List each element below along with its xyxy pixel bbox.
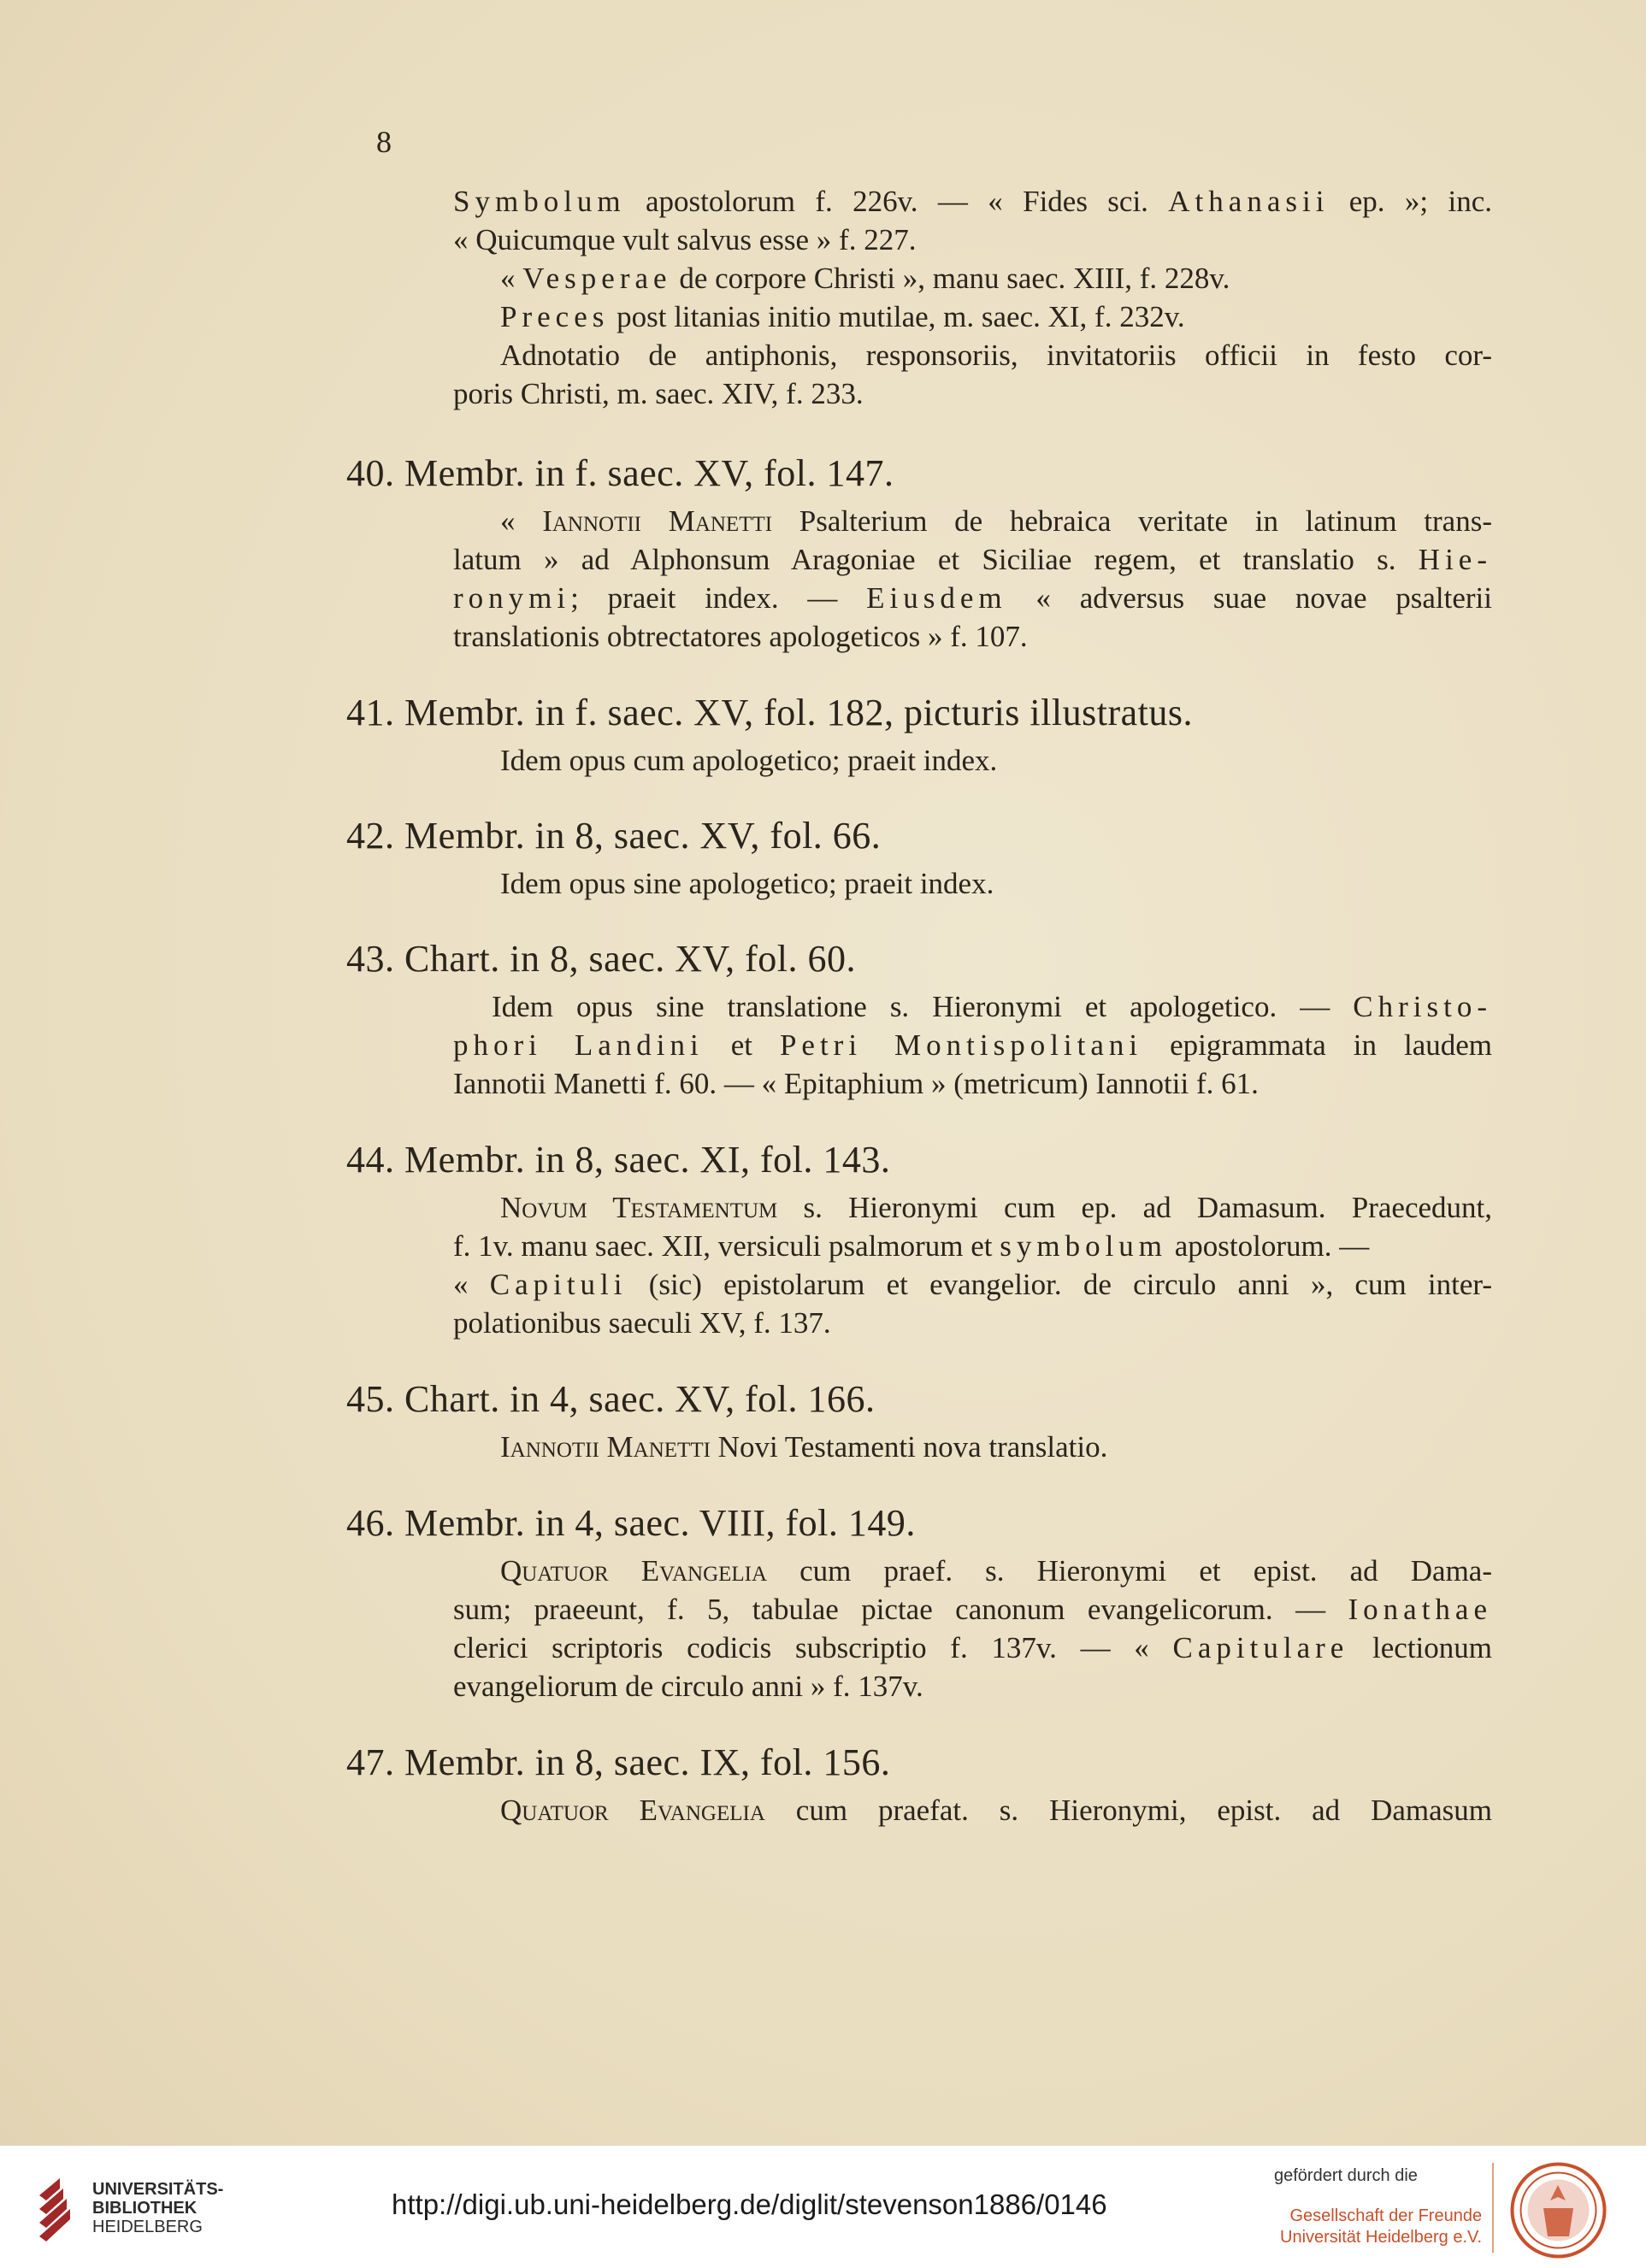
text-segment: lectionum xyxy=(1348,1631,1492,1664)
entry-heading-44: 44. Membr. in 8, saec. XI, fol. 143. xyxy=(346,1139,891,1181)
small-caps-name: Novum Testamentum xyxy=(500,1191,778,1224)
spaced-term: Vesperae xyxy=(522,262,672,295)
text-segment: Psalterium de hebraica veritate in latinum trans- xyxy=(772,504,1492,538)
text-segment: polationibus saeculi XV, f. 137. xyxy=(453,1306,831,1340)
text-line xyxy=(500,501,1492,542)
text-segment: Adnotatio de antiphonis, responsoriis, invitatoriis officii in festo cor- xyxy=(500,339,1492,372)
text-segment: « Quicumque vult salvus esse » f. 227. xyxy=(453,223,917,256)
spaced-term: Christo- xyxy=(1353,990,1492,1023)
text-segment: latum » ad Alphonsum Aragoniae et Siciliae regem, et translatio s. xyxy=(453,543,1419,576)
text-line xyxy=(453,539,1492,580)
ub-logo-line3: HEIDELBERG xyxy=(92,2218,203,2236)
entry-heading-45: 45. Chart. in 4, saec. XV, fol. 166. xyxy=(346,1378,876,1420)
text-segment: evangeliorum de circulo anni » f. 137v. xyxy=(453,1670,923,1703)
spaced-term: symbolum xyxy=(1000,1229,1168,1263)
small-caps-name: Iannotii Manetti xyxy=(500,1430,711,1464)
text-segment: Idem opus sine translatione s. Hieronymi et apologetico. — xyxy=(492,990,1354,1023)
text-segment: Novi Testamenti nova translatio. xyxy=(710,1430,1108,1464)
entry-heading-46: 46. Membr. in 4, saec. VIII, fol. 149. xyxy=(346,1502,916,1544)
text-segment: ep. »; inc. xyxy=(1329,185,1492,218)
text-line xyxy=(453,1666,923,1707)
permalink-url[interactable]: http://digi.ub.uni-heidelberg.de/diglit/stevenson1886/0146 xyxy=(392,2188,1107,2220)
funded-by-label: gefördert durch die xyxy=(1274,2166,1418,2185)
entry-heading-47: 47. Membr. in 8, saec. IX, fol. 156. xyxy=(346,1741,891,1783)
small-caps-name: Quatuor Evangelia xyxy=(500,1794,765,1827)
entry-heading-41: 41. Membr. in f. saec. XV, fol. 182, picturis illustratus. xyxy=(346,692,1193,733)
text-line xyxy=(453,1589,1492,1630)
text-segment: cum praefat. s. Hieronymi, epist. ad Damasum xyxy=(764,1794,1492,1827)
spaced-term: Capitulare xyxy=(1172,1631,1349,1664)
text-line xyxy=(500,335,1492,376)
text-segment: « xyxy=(500,504,543,538)
text-line xyxy=(500,1187,1492,1228)
text-line xyxy=(500,297,1185,338)
entry-heading-42: 42. Membr. in 8, saec. XV, fol. 66. xyxy=(346,815,882,857)
entry-heading-40: 40. Membr. in f. saec. XV, fol. 147. xyxy=(346,452,894,494)
text-line xyxy=(453,616,1028,657)
text-line xyxy=(500,258,1230,299)
text-line xyxy=(500,863,994,904)
text-line xyxy=(500,1551,1492,1592)
text-segment: poris Christi, m. saec. XIV, f. 233. xyxy=(453,377,864,410)
text-segment: epigrammata in laudem xyxy=(1142,1028,1492,1062)
text-segment: « xyxy=(500,262,523,295)
text-segment: s. Hieronymi cum ep. ad Damasum. Praecedunt, xyxy=(777,1191,1492,1224)
text-line xyxy=(492,987,1492,1028)
spaced-term: Symbolum xyxy=(453,185,626,218)
footer-divider xyxy=(1492,2163,1494,2253)
spaced-term: Hie- xyxy=(1418,543,1492,576)
spaced-term: Petri Montispolitani xyxy=(779,1028,1143,1062)
text-segment: translationis obtrectatores apologeticos » f. 107. xyxy=(453,620,1028,653)
text-segment: « xyxy=(453,1268,490,1301)
text-segment: et xyxy=(703,1028,780,1062)
text-line xyxy=(453,578,1492,619)
text-segment: Idem opus sine apologetico; praeit index. xyxy=(500,867,994,900)
text-segment: ; praeit index. — xyxy=(570,581,867,615)
text-segment: (sic) epistolarum et evangelior. de circulo anni », cum inter- xyxy=(627,1268,1492,1301)
text-segment: Iannotii Manetti f. 60. — « Epitaphium » (metricum) Iannotii f. 61. xyxy=(453,1067,1259,1100)
text-line xyxy=(453,181,1492,222)
ub-logo-line2: BIBLIOTHEK xyxy=(92,2199,198,2218)
spaced-term: ronymi xyxy=(453,581,571,615)
text-line xyxy=(453,1628,1492,1669)
ub-logo-text xyxy=(92,2180,223,2236)
text-line xyxy=(453,1226,1369,1267)
spaced-term: Preces xyxy=(500,300,610,333)
ub-logo-icon xyxy=(34,2170,84,2245)
text-segment: de corpore Christi », manu saec. XIII, f. 228v. xyxy=(671,262,1230,295)
text-segment: cum praef. s. Hieronymi et epist. ad Dama- xyxy=(767,1554,1492,1588)
entry-heading-43: 43. Chart. in 8, saec. XV, fol. 60. xyxy=(346,938,856,980)
text-segment: sum; praeeunt, f. 5, tabulae pictae canonum evangelicorum. — xyxy=(453,1593,1348,1626)
text-line xyxy=(500,1427,1107,1468)
text-line xyxy=(453,1303,831,1344)
text-line xyxy=(453,1063,1259,1105)
text-line xyxy=(453,1025,1492,1066)
spaced-term: Ionathae xyxy=(1348,1593,1492,1626)
text-line xyxy=(453,220,916,261)
footer-bar xyxy=(0,2146,1646,2268)
text-line xyxy=(500,740,997,781)
sponsor-line2: Universität Heidelberg e.V. xyxy=(1280,2228,1483,2247)
text-segment: Idem opus cum apologetico; praeit index. xyxy=(500,744,998,777)
sponsor-name xyxy=(1280,2206,1482,2248)
text-segment: clerici scriptoris codicis subscriptio f. 137v. — « xyxy=(453,1631,1173,1664)
ub-logo-line1: UNIVERSITÄTS- xyxy=(92,2180,224,2199)
text-segment: post litanias initio mutilae, m. saec. XI, f. 232v. xyxy=(609,300,1185,333)
text-segment: apostolorum f. 226v. — « Fides sci. xyxy=(625,185,1169,218)
text-segment: apostolorum. — xyxy=(1167,1229,1370,1263)
page-number: 8 xyxy=(376,125,392,159)
sponsor-line1: Gesellschaft der Freunde xyxy=(1289,2206,1483,2225)
small-caps-name: Iannotii Manetti xyxy=(542,504,773,538)
text-segment: « adversus suae novae psalterii xyxy=(1006,581,1492,615)
university-seal-icon xyxy=(1509,2161,1608,2259)
text-segment: f. 1v. manu saec. XII, versiculi psalmorum et xyxy=(453,1229,1000,1263)
text-line xyxy=(453,1264,1492,1305)
spaced-term: Eiusdem xyxy=(866,581,1007,615)
text-line xyxy=(500,1790,1492,1831)
spaced-term: phori Landini xyxy=(453,1028,704,1062)
small-caps-name: Quatuor Evangelia xyxy=(500,1554,768,1588)
spaced-term: Capituli xyxy=(489,1268,628,1301)
text-line xyxy=(453,374,864,415)
spaced-term: Athanasii xyxy=(1168,185,1330,218)
